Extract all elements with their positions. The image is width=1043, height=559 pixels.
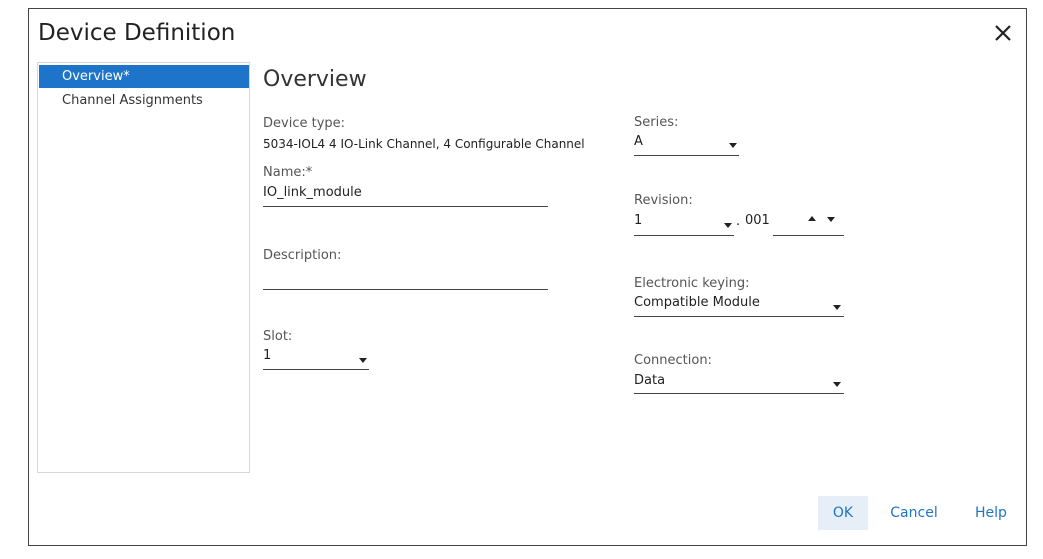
help-button[interactable]: Help (975, 505, 1007, 521)
dialog-title: Device Definition (38, 20, 236, 46)
connection-label: Connection: (634, 353, 712, 368)
series-value: A (634, 134, 643, 149)
electronic-keying-dropdown[interactable] (634, 295, 834, 315)
series-label: Series: (634, 115, 679, 130)
revision-minor-spinner[interactable] (745, 213, 810, 233)
name-field[interactable]: IO_link_module (263, 185, 362, 200)
device-type-value: 5034-IOL4 4 IO-Link Channel, 4 Configurable Channel (263, 137, 585, 151)
close-icon[interactable] (993, 23, 1013, 43)
electronic-keying-value: Compatible Module (634, 295, 760, 310)
description-underline (263, 289, 548, 290)
sidebar-item-label: Overview* (62, 69, 130, 84)
description-label: Description: (263, 248, 342, 263)
revision-separator: . (736, 214, 741, 229)
name-underline (263, 206, 548, 207)
device-type-label: Device type: (263, 116, 346, 131)
revision-major-value: 1 (634, 213, 643, 228)
revision-major-dropdown[interactable] (634, 213, 734, 233)
chevron-down-icon[interactable] (359, 358, 367, 363)
chevron-up-icon[interactable] (808, 216, 816, 221)
revision-minor-underline (773, 235, 844, 236)
page-title: Overview (263, 67, 367, 92)
cancel-button[interactable]: Cancel (890, 505, 938, 521)
sidebar-item-channel-assignments[interactable] (39, 89, 249, 112)
slot-dropdown[interactable] (263, 348, 368, 368)
slot-value: 1 (263, 348, 272, 363)
electronic-keying-underline (634, 316, 844, 317)
series-underline (634, 155, 739, 156)
sidebar-item-label: Channel Assignments (62, 93, 203, 108)
slot-underline (263, 369, 369, 370)
chevron-down-icon[interactable] (833, 382, 841, 387)
revision-label: Revision: (634, 193, 693, 208)
chevron-down-icon[interactable] (729, 143, 737, 148)
connection-value: Data (634, 373, 666, 388)
chevron-down-icon[interactable] (724, 223, 732, 228)
chevron-down-icon[interactable] (833, 305, 841, 310)
series-dropdown[interactable] (634, 134, 739, 154)
name-label: Name:* (263, 165, 313, 180)
connection-underline (634, 393, 844, 394)
electronic-keying-label: Electronic keying: (634, 276, 750, 291)
sidebar (37, 62, 250, 473)
connection-dropdown[interactable] (634, 373, 834, 393)
revision-major-underline (634, 235, 734, 236)
slot-label: Slot: (263, 329, 293, 344)
revision-minor-value: 001 (745, 213, 770, 228)
device-definition-dialog (28, 8, 1027, 546)
ok-button[interactable]: OK (818, 496, 868, 530)
chevron-down-icon[interactable] (827, 217, 835, 222)
description-field[interactable] (263, 270, 548, 288)
sidebar-item-overview[interactable] (39, 65, 249, 88)
